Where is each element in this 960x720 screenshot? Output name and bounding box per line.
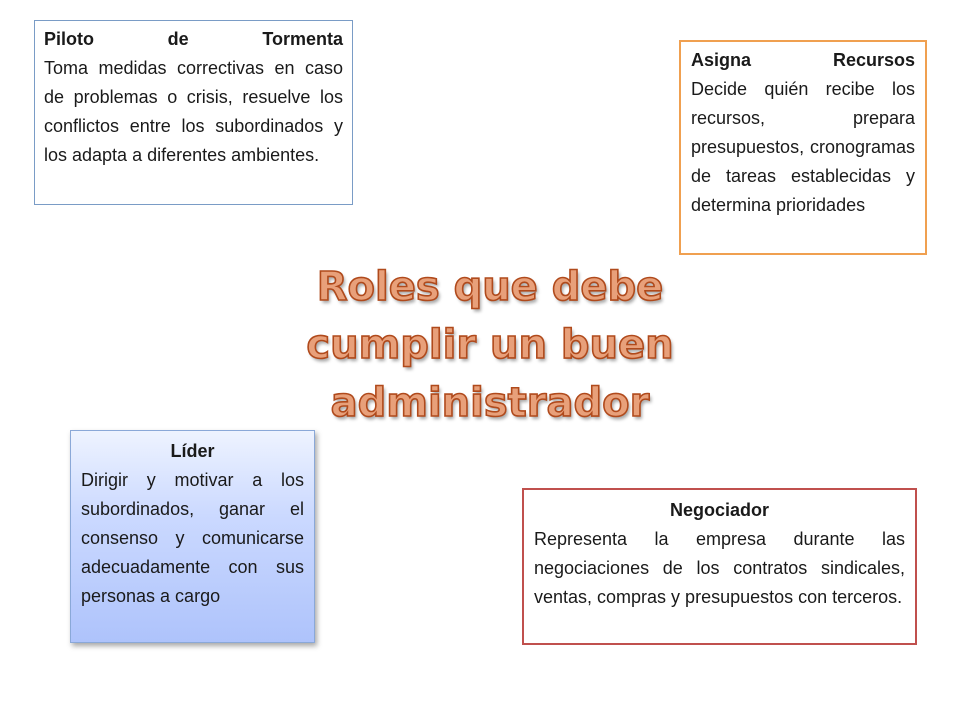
role-box-asigna-recursos: [679, 40, 927, 255]
role-description: Toma medidas correctivas en caso de problemas o crisis, resuelve los conflictos entre los subordinados y los adapta a diferentes ambientes.: [44, 58, 343, 165]
role-description: Decide quién recibe los recursos, prepara presupuestos, cronogramas de tareas establecidas y determina prioridades: [691, 79, 915, 215]
role-description: Representa la empresa durante las negociaciones de los contratos sindicales, ventas, compras y presupuestos con terceros.: [534, 529, 905, 607]
role-title: Negociador: [669, 500, 770, 520]
diagram-title-line: administrador: [330, 380, 650, 426]
role-title: Líder: [170, 441, 215, 461]
diagram-title: [300, 258, 680, 432]
role-title: Piloto de Tormenta: [44, 29, 343, 49]
role-box-lider: [70, 430, 315, 643]
role-title: Asigna Recursos: [691, 50, 915, 70]
role-box-negociador: [522, 488, 917, 645]
diagram-title-line: cumplir un buen: [306, 322, 674, 368]
diagram-title-line: Roles que debe: [316, 264, 664, 310]
role-box-piloto-de-tormenta: [34, 20, 353, 205]
role-description: Dirigir y motivar a los subordinados, ganar el consenso y comunicarse adecuadamente con sus personas a cargo: [81, 470, 304, 606]
